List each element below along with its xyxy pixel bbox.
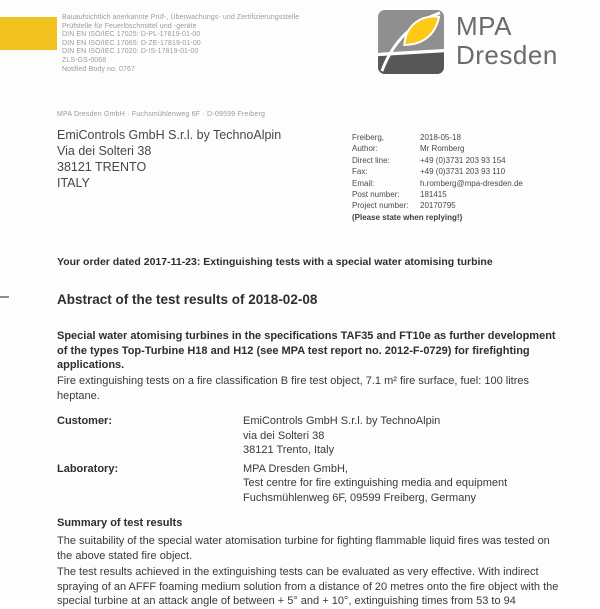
accreditation-line: DIN EN ISO/IEC 17020: D-IS-17819-01-00 [62,48,199,56]
info-row-email [352,178,582,189]
info-value: 181415 [420,190,447,200]
recipient-line: Via dei Solteri 38 [57,144,152,158]
summary-heading: Summary of test results [57,517,183,529]
laboratory-label: Laboratory: [57,462,119,475]
customer-line: 38121 Trento, Italy [243,444,335,456]
info-row-project-number [352,200,582,211]
info-value: +49 (0)3731 203 93 110 [420,167,506,177]
accreditation-line: DIN EN ISO/IEC 17065: D-ZE-17819-01-00 [62,39,201,47]
laboratory-value [243,462,507,506]
info-value: +49 (0)3731 203 93 154 [420,155,506,165]
accreditation-line: DIN EN ISO/IEC 17025: D-PL-17819-01-00 [62,31,201,39]
laboratory-line: Fuchsmühlenweg 6F, 09599 Freiberg, Germany [243,491,476,504]
yellow-brand-block [0,17,57,50]
info-value: 2018-05-18 [420,133,461,142]
customer-row [57,414,567,458]
info-row-fax [352,166,582,177]
customer-line: EmiControls GmbH S.r.l. by TechnoAlpin [243,415,441,427]
page-title: Abstract of the test results of 2018-02-08 [57,292,318,307]
letter-info-block [352,132,582,223]
info-label: Direct line: [352,155,390,165]
info-row-direct-line [352,155,582,166]
reply-note: (Please state when replying!) [352,212,463,222]
info-row-post-number [352,189,582,200]
laboratory-line: MPA Dresden GmbH, [243,462,348,475]
info-label: Freiberg, [352,133,385,142]
mpa-leaf-icon [378,10,444,74]
info-value: h.romberg@mpa-dresden.de [420,178,523,188]
recipient-address [57,127,281,191]
subject-line: Your order dated 2017-11-23: Extinguishing tests with a special water atomising turbine [57,256,493,268]
fire-test-paragraph: Fire extinguishing tests on a fire classification B fire test object, 7.1 m² fire surface, fuel: 100 litres heptane. [57,375,529,402]
specification-paragraph: Special water atomising turbines in the specifications TAF35 and FT10e as further development of the types Top-Turbine H18 and H12 (see MPA test report no. 2012-F-0729) for firefighting applications. [57,330,556,371]
accreditation-block [62,14,299,74]
logo-line2: Dresden [456,40,558,70]
accreditation-line: Prüfstelle für Feuerlöschmittel und -geräte [62,22,197,30]
accreditation-line: Bauaufsichtlich anerkannte Prüf-, Überwachungs- und Zertifizierungsstelle [62,14,300,21]
customer-value [243,414,440,458]
customer-label: Customer: [57,415,113,427]
info-row-author [352,143,582,154]
logo-wordmark [456,12,558,70]
info-value: 20170795 [420,201,456,211]
parties-block [57,414,567,509]
info-label: Fax: [352,167,368,177]
info-label: Email: [352,178,375,188]
info-label: Post number: [352,190,400,200]
customer-line: via dei Solteri 38 [243,429,325,442]
sender-return-address: MPA Dresden GmbH · Fuchsmühlenweg 6F · D-09599 Freiberg [57,111,266,118]
mpa-dresden-logo [378,10,558,74]
recipient-line: ITALY [57,176,90,190]
info-value: Mr Romberg [420,144,465,154]
accreditation-line: ZLS-GS-0068 [62,56,107,64]
info-label: Author: [352,144,378,154]
laboratory-line: Test centre for fire extinguishing media and equipment [243,477,508,489]
accreditation-line: Notified Body no. 0767 [62,65,136,73]
summary-paragraph-1: The suitability of the special water atomisation turbine for fighting flammable liquid fires was tested on the above stated fire object. [57,535,550,562]
fold-mark [0,296,9,298]
info-row-date [352,132,582,143]
laboratory-row [57,462,567,506]
recipient-line: 38121 TRENTO [57,160,147,174]
logo-line1: MPA [456,11,512,41]
recipient-line: EmiControls GmbH S.r.l. by TechnoAlpin [57,128,282,142]
summary-paragraph-2: The test results achieved in the extinguishing tests can be evaluated as very effective. With indirect spraying of an AFFF foaming medium solution from a distance of 20 metres onto the fire object with the special turbine at an attack angle of between + 5° and + 10°, extinguishing times from 53 to 94 [57,566,559,607]
info-label: Project number: [352,201,409,211]
